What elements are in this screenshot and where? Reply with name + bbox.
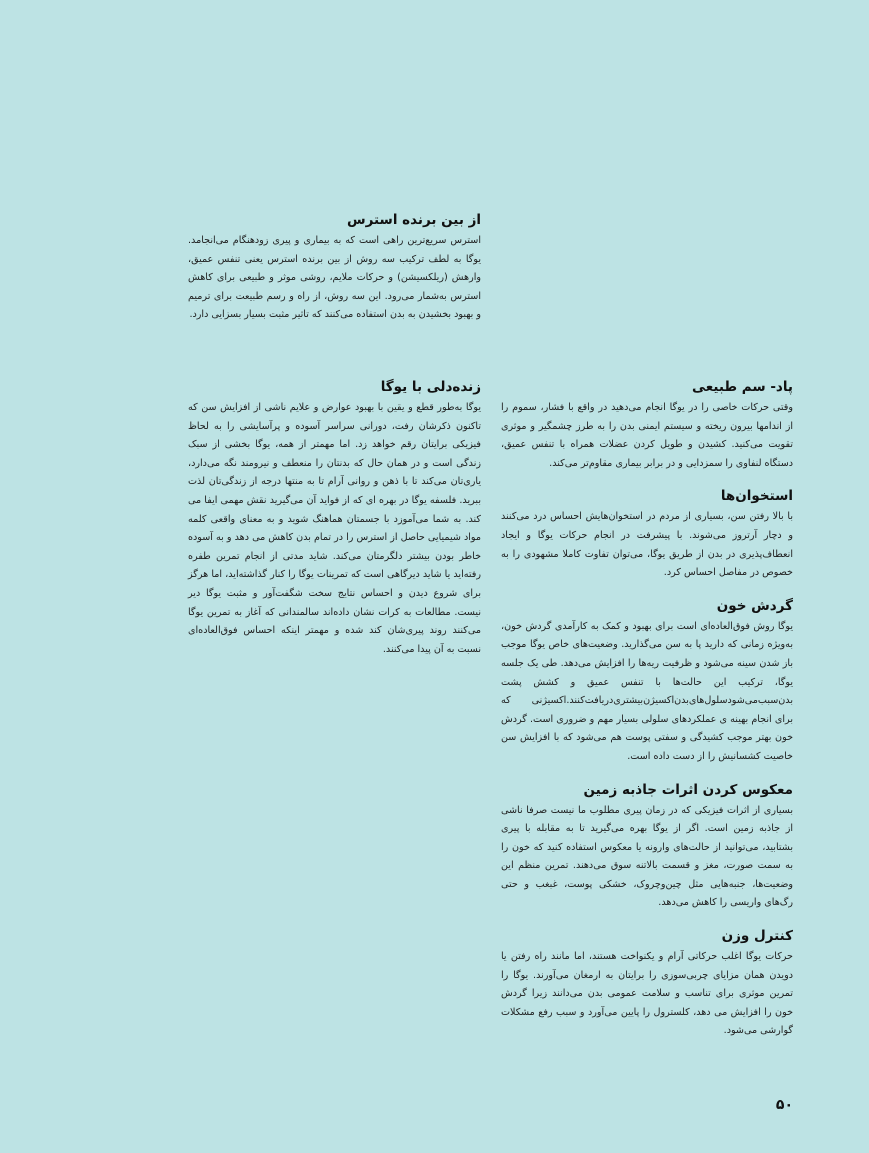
section-title: پاد- سم طبیعی bbox=[692, 379, 793, 395]
section-title: زنده‌دلی با یوگا bbox=[380, 379, 481, 395]
section-circulation bbox=[501, 597, 793, 767]
page-number: ۵۰ bbox=[775, 1097, 793, 1113]
section-body: بسیاری از اثرات فیزیکی که در زمان پیری مطلوب ما نیست صرفا ناشی از جاذبه زمین است. اگر از یوگا بهره می‌گیرید تا به مقابله با پیری بشتابید، می‌توانید از حالت‌های وارونه یا معکوس استفاده کنید که خون را به سمت صورت، مغز و قسمت بالاتنه سوق می‌دهند. تمرین منظم این وضعیت‌ها، جنبه‌هایی مثل چین‌وچروک، خشکی پوست، غبغب و حتی رگ‌های واریسی را کاهش می‌دهد. bbox=[501, 804, 793, 909]
section-weight-control bbox=[501, 927, 793, 1041]
right-column bbox=[501, 378, 793, 1055]
section-stress bbox=[188, 211, 481, 325]
section-title: معکوس کردن اثرات جاذبه زمین bbox=[583, 781, 793, 798]
section-bones bbox=[501, 487, 793, 582]
section-body: وقتی حرکات خاصی را در یوگا انجام می‌دهید در واقع با فشار، سموم را از اندامها بیرون ریخته و سیستم ایمنی بدن را به طرز چشمگیر و موثری تقویت می‌کنید. کشیدن و طویل کردن عضلات همراه با تنفس عمیق، دستگاه لنفاوی را سمزدایی و در برابر بیماری مقاوم‌تر می‌کند. bbox=[501, 402, 793, 469]
section-body: استرس سریع‌ترین راهی است که به بیماری و پیری زودهنگام می‌انجامد. یوگا به لطف ترکیب سه روش از بین برنده استرس یعنی تنفس عمیق، وارهش (ریلکسیشن) و حرکات ملایم، روشی موثر و طبیعی برای کاهش استرس به‌شمار می‌رود. این سه روش، از راه و رسم طبیعت برای ترمیم و بهبود بخشیدن به بدن استفاده می‌کنند که تاثیر مثبت بسیار بسزایی دارد. bbox=[188, 235, 481, 321]
section-title: کنترل وزن bbox=[721, 928, 793, 945]
section-gravity bbox=[501, 781, 793, 914]
section-title: گردش خون bbox=[716, 597, 793, 614]
section-body: یوگا به‌طور قطع و یقین با بهبود عوارض و علایم ناشی از افزایش سن که تاکنون ذکرشان رفت، دورانی سراسر آسوده و پرآسایشی را به لحاظ فیزیکی برایتان رقم خواهد زد. اما مهمتر از همه، یوگا بخشی از سبک زندگی است و در همان حال که بدنتان را منعطف و نیرومند نگه می‌دارد، یاری‌تان می‌کند تا با ذهن و روانی آرام تا به منتها درجه از زندگی‌تان لذت ببرید. فلسفه یوگا در بهره ای که از فواید آن می‌گیرید نقش مهمی ایفا می کند. به شما می‌آموزد با جسمتان هماهنگ شوید و به معنای واقعی کلمه مواد شیمیایی حاصل از استرس را در تمام بدن کاهش می دهد و به آسوده خاطر بودن بیشتر دلگرمتان می‌کند. شاید مدتی از انجام تمرین طفره رفته‌اید یا شاید دیرگاهی است که تمرینات یوگا را کنار گذاشته‌اید، اما هرگز برای شروع دیدن و احساس نتایج سخت شگفت‌آور و مثبت یوگا دیر نیست. مطالعات به کرات نشان داده‌اند سالمندانی که آغاز به تمرین یوگا می‌کنند روند پیری‌شان کند شده و مهمتر اینکه احساس فوق‌العاده‌ای نسبت به آن پیدا می‌کنند. bbox=[188, 402, 481, 655]
section-lively-with-yoga bbox=[188, 378, 481, 659]
section-title: استخوان‌ها bbox=[720, 488, 793, 505]
section-body: حرکات یوگا اغلب حرکاتی آرام و یکنواخت هستند، اما مانند راه رفتن یا دویدن همان مزایای چربی‌سوزی را برایتان به ارمغان می‌آورند. یوگا را تمرین موثری برای تناسب و سلامت عمومی بدن می‌دانند زیرا گردش خون را افزایش می دهد، کلسترول را پایین می‌آورد و سبب رفع مشکلات گوارشی می‌شود. bbox=[501, 951, 793, 1037]
section-body: یوگا روش فوق‌العاده‌ای است برای بهبود و کمک به کارآمدی گردش خون، به‌ویژه زمانی که دارید پا به سن می‌گذارید. وضعیت‌های خاص یوگا موجب باز شدن سینه می‌شود و ظرفیت ریه‌ها را افزایش می‌دهد. طی یک جلسه یوگا، ترکیب این حالت‌ها با تنفس عمیق و کشش پشت بدن‌سبب‌می‌شودسلول‌های‌بدن‌اکسیژن‌بیشتری‌دریافت‌کنند.اکسیژنی که برای انجام بهینه ی عملکردهای سلولی بسیار مهم و ضروری است. گردش خون بهتر موجب کشیدگی و سفتی پوست هم می‌شود که با افزایش سن خاصیت کشسانیش را از دست داده است. bbox=[501, 620, 793, 762]
section-body: با بالا رفتن سن، بسیاری از مردم در استخوان‌هایش احساس درد می‌کنند و دچار آرتروز می‌شوند. با پیشرفت در انجام حرکات یوگا و ایجاد انعطاف‌پذیری در بدن از طریق یوگا، می‌توان تفاوت کاملا مشهودی را به خصوص در مفاصل احساس کرد. bbox=[501, 511, 793, 579]
section-detox bbox=[501, 378, 793, 473]
section-title: از بین برنده استرس bbox=[347, 212, 481, 228]
